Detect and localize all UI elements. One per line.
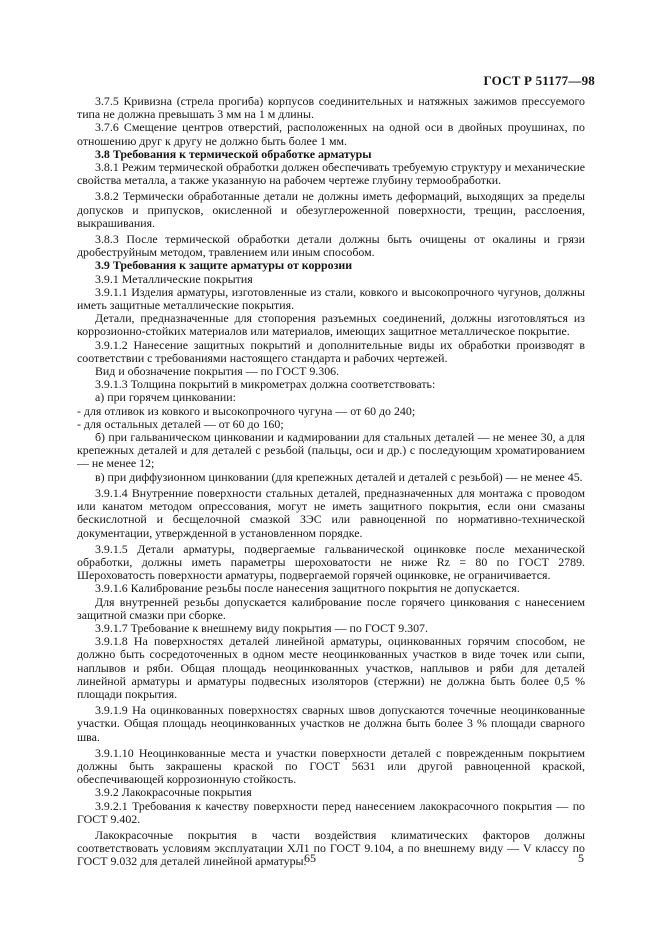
clause-3-9-1-8: 3.9.1.8 На поверхностях деталей линейной арматуры, оцинкованных горячим способом, не должно быть сосредоточенных в одном месте неоцинкованных участков в виде точек или сыпи, наплывов и ряби. Общая площадь неоцинкованных участков, наплывов и ряби для деталей линейной арматуры и арматуры подвесных изоляторов (стержни) не должна быть более 0,5 % площади покрытия. <box>77 634 585 701</box>
clause-3-9-1-10: 3.9.1.10 Неоцинкованные места и участки поверхности деталей с поврежденным покрытием должны быть закрашены краской по ГОСТ 5631 или другой равноценной краской, обеспечивающей коррозионную стойкость. <box>77 745 585 787</box>
clause-3-8-3: 3.8.3 После термической обработки детали должны быть очищены от окалины и грязи дробеструйным методом, травлением или иным способом. <box>77 232 585 260</box>
paragraph-paint-coatings: Лакокрасочные покрытия в части воздействия климатических факторов должны соответствовать условиям эксплуатации ХЛ1 по ГОСТ 9.104, а по внешнему виду — V классу по ГОСТ 9.032 для деталей линейной арматуры. <box>77 827 585 869</box>
document-body <box>77 95 585 869</box>
paragraph-coating-designation: Вид и обозначение покрытия — по ГОСТ 9.306. <box>95 364 340 379</box>
clause-3-9-2-1: 3.9.2.1 Требования к качеству поверхности перед нанесением лакокрасочного покрытия — по ГОСТ 9.402. <box>77 798 585 826</box>
clause-3-9-1-2: 3.9.1.2 Нанесение защитных покрытий и дополнительные виды их обработки производят в соответствии с требованиями настоящего стандарта и рабочих чертежей. <box>77 337 585 365</box>
clause-3-8-2: 3.8.2 Термически обработанные детали не должны иметь деформаций, выходящих за пределы допусков и припусков, окисленной и обезуглероженной поверхности, трещин, расслоения, выкрашивания. <box>77 189 585 230</box>
list-item-v: в) при диффузионном цинковании (для крепежных деталей и деталей с резьбой) — не менее 45. <box>95 469 583 484</box>
page-number-center: 65 <box>304 851 316 865</box>
subsection-3-9-1: 3.9.1 Металлические покрытия <box>95 271 253 286</box>
list-dash-castings: - для отливок из ковкого и высокопрочного чугуна — от 60 до 240; <box>77 403 416 418</box>
clause-3-9-1-5: 3.9.1.5 Детали арматуры, подвергаемые гальванической оцинковке после механической обработки, должны иметь параметры шероховатости не ниже Rz = 80 по ГОСТ 2789. Шероховатость поверхности арматуры, подвергаемой горячей оцинковке, не ограничивается. <box>77 541 585 583</box>
clause-3-7-5: 3.7.5 Кривизна (стрела прогиба) корпусов соединительных и натяжных зажимов прессуемого типа не должна превышать 3 мм на 1 м длины. <box>77 94 585 122</box>
subsection-3-9-2: 3.9.2 Лакокрасочные покрытия <box>95 785 252 800</box>
page-number-right: 5 <box>578 851 584 865</box>
clause-3-7-6: 3.7.6 Смещение центров отверстий, расположенных на одной оси в двойных проушинах, по отношению друг к другу не должно быть более 1 мм. <box>77 120 585 148</box>
list-item-a: а) при горячем цинковании: <box>95 390 236 405</box>
list-item-b: б) при гальваническом цинковании и кадмировании для стальных деталей — не менее 30, а для крепежных деталей и для деталей с резьбой (пальцы, оси и др.) с последующим хроматированием — не менее 12; <box>77 430 585 471</box>
paragraph-internal-thread: Для внутренней резьбы допускается калибрование после горячего цинкования с нанесением защитной смазки при сборке. <box>77 594 585 622</box>
document-code-header: ГОСТ Р 51177—98 <box>483 73 595 88</box>
clause-3-8-1: 3.8.1 Режим термической обработки должен обеспечивать требуемую структуру и механические свойства металла, а также указанную на рабочем чертеже глубину термообработки. <box>77 160 585 188</box>
clause-3-9-1-7: 3.9.1.7 Требование к внешнему виду покрытия — по ГОСТ 9.307. <box>95 620 428 635</box>
clause-3-9-1-1: 3.9.1.1 Изделия арматуры, изготовленные из стали, ковкого и высокопрочного чугунов, должны иметь защитные металлические покрытия. <box>77 284 585 313</box>
clause-3-9-1-4: 3.9.1.4 Внутренние поверхности стальных деталей, предназначенных для монтажа с проводом или канатом методом опрессования, могут не иметь защитного покрытия, если они смазаны бескислотной и бесщелочной смазкой ЗЭС или равноценной по нормативно-технической документации, утвержденной в установленном порядке. <box>77 485 585 540</box>
paragraph-stopper-parts: Детали, предназначенные для стопорения разъемных соединений, должны изготовляться из коррозионно-стойких материалов или материалов, имеющих защитное металлическое покрытие. <box>77 311 585 339</box>
clause-3-9-1-9: 3.9.1.9 На оцинкованных поверхностях сварных швов допускаются точечные неоцинкованные участки. Общая площадь неоцинкованных участков не должна быть более 3 % площади сварного шва. <box>77 703 585 744</box>
section-heading-3-9: 3.9 Требования к защите арматуры от коррозии <box>95 258 353 273</box>
clause-3-9-1-6: 3.9.1.6 Калибрование резьбы после нанесения защитного покрытия не допускается. <box>95 581 520 596</box>
clause-3-9-1-3: 3.9.1.3 Толщина покрытий в микрометрах должна соответствовать: <box>95 377 436 392</box>
list-dash-other-parts: - для остальных деталей — от 60 до 160; <box>77 416 284 431</box>
section-heading-3-8: 3.8 Требования к термической обработке арматуры <box>95 146 372 161</box>
